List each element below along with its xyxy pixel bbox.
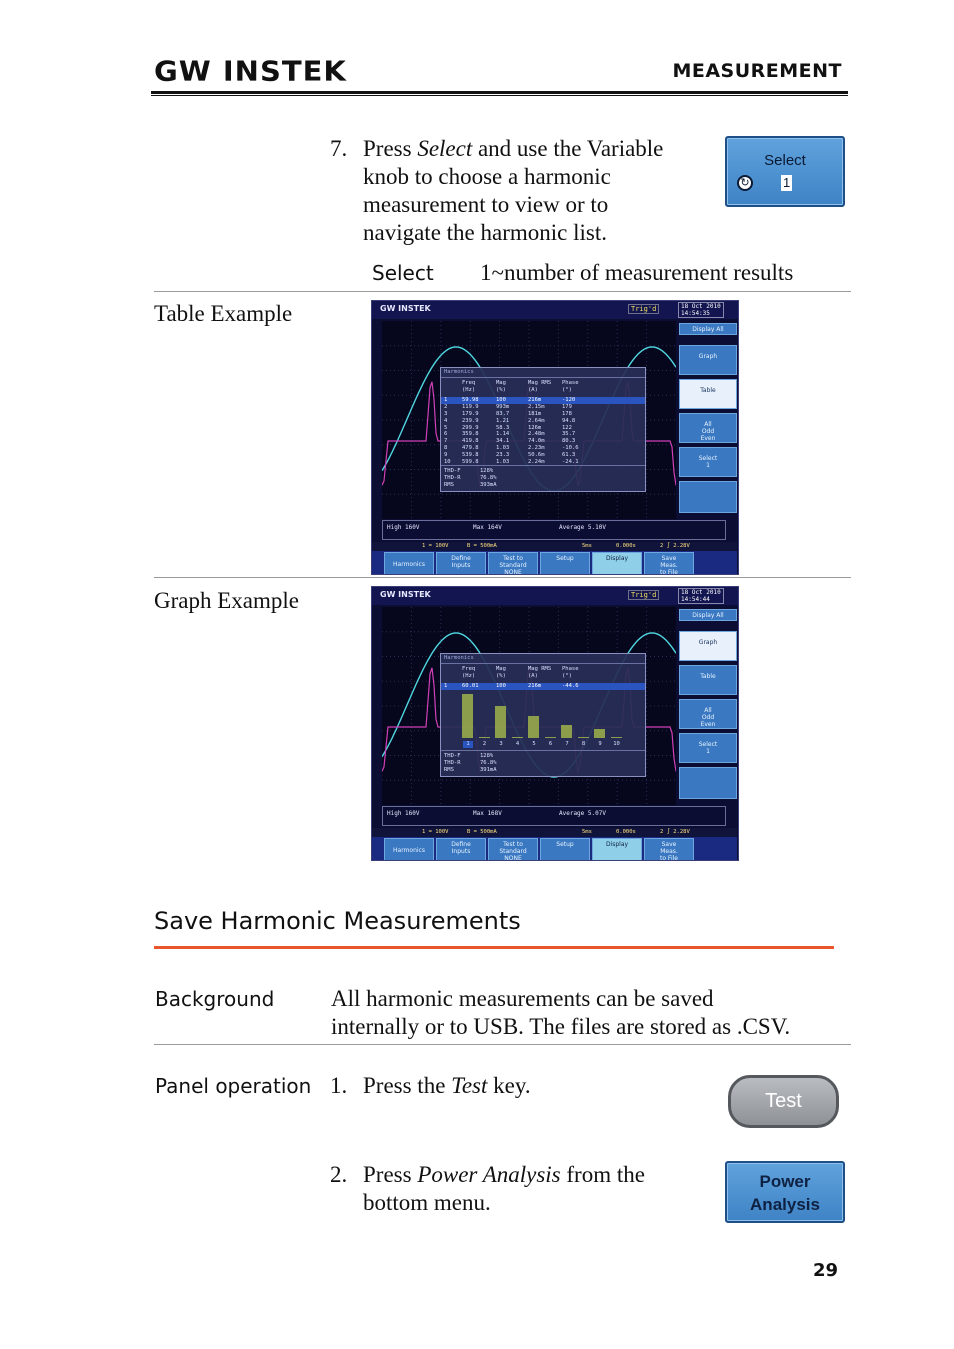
harmonic-cell: 1.03: [496, 458, 510, 465]
step-number: 7.: [330, 136, 348, 161]
harmonic-cell: 178: [562, 410, 572, 417]
background-text: [331, 985, 841, 1041]
harmonic-cell: 5: [444, 424, 448, 431]
step-number: 1.: [330, 1073, 348, 1098]
column-unit: (%): [496, 672, 506, 679]
thd-name: THD-R: [444, 759, 461, 766]
bottom-menu-button-line: Save: [661, 841, 677, 848]
status-item: 0.000s: [616, 543, 636, 549]
bottom-menu-button-line: NONE: [504, 855, 522, 861]
bottom-menu-button-line: Display: [605, 555, 629, 562]
status-bar: [372, 828, 737, 837]
thd-value: 391mA: [480, 766, 497, 773]
scope-plot: [382, 607, 676, 805]
harmonic-cell: 50.6m: [528, 451, 545, 458]
thd-row: [444, 753, 642, 760]
bottom-menu: [372, 551, 737, 575]
harmonic-cell: 58.3: [496, 424, 510, 431]
harmonic-cell: 59.98: [462, 397, 479, 404]
harmonic-cell: 479.8: [462, 444, 479, 451]
harmonic-row: [441, 445, 645, 452]
column-header: Mag: [496, 665, 506, 672]
harmonic-bar: [578, 737, 589, 738]
harmonic-cell: 299.9: [462, 424, 479, 431]
bottom-menu-button-line: Display: [605, 841, 629, 848]
column-unit: (Hz): [462, 386, 476, 393]
harmonic-row: [441, 452, 645, 459]
column-header: Mag: [496, 379, 506, 386]
variable-knob-icon: ↻: [737, 175, 753, 191]
side-menu-button-line: Table: [700, 673, 716, 680]
harmonic-row: [441, 425, 645, 432]
bottom-menu-button[interactable]: [488, 838, 538, 861]
harmonic-cell: 10: [444, 458, 451, 465]
measurement-value: Average 5.10V: [559, 524, 606, 531]
bottom-menu-button-line: Meas.: [660, 562, 678, 569]
harmonic-cell: 1.03: [496, 444, 510, 451]
step7-line4: navigate the harmonic list.: [363, 220, 607, 245]
scope-brand: GW INSTEK: [380, 304, 431, 313]
harmonic-bar: [462, 694, 473, 738]
column-unit: (%): [496, 386, 506, 393]
harmonic-cell: 2.64m: [528, 417, 545, 424]
harmonic-cell: 179.9: [462, 410, 479, 417]
harmonics-window-title: Harmonics: [441, 368, 645, 378]
harmonic-cell: 8: [444, 444, 448, 451]
harmonic-cell: 35.7: [562, 431, 576, 438]
side-menu-button[interactable]: [679, 665, 737, 695]
side-menu-button-line: 1: [706, 748, 710, 755]
thd-value: 393mA: [480, 481, 497, 488]
column-header: Phase: [562, 379, 579, 386]
thd-row: [444, 767, 642, 774]
harmonic-bar: [561, 725, 572, 738]
side-menu-button-line: Display All: [692, 612, 724, 619]
harmonic-cell: 6: [444, 431, 448, 438]
harmonic-cell: -10.6: [562, 444, 579, 451]
power-key-line2: Analysis: [750, 1195, 820, 1214]
step7-line2: knob to choose a harmonic: [363, 164, 611, 189]
side-menu-button-line: Select: [698, 741, 718, 748]
status-item: B = 500mA: [467, 829, 497, 835]
harmonic-bar: [528, 716, 539, 738]
harmonic-bar-label: 6: [548, 741, 553, 748]
bottom-menu-button-line: Test to: [503, 841, 523, 848]
thd-name: THD-F: [444, 468, 461, 475]
step7-text: [363, 135, 703, 247]
harmonic-bar: [495, 706, 506, 739]
divider: [154, 1044, 851, 1045]
status-item: 1 = 100V: [422, 543, 449, 549]
thd-value: 128%: [480, 468, 494, 475]
measurement-value: High 160V: [387, 810, 420, 817]
scope-date-day: 18 Oct 2010: [681, 589, 721, 596]
measurement-value: Average 5.07V: [559, 810, 606, 817]
side-menu-button[interactable]: [679, 767, 737, 799]
harmonic-cell: 179: [562, 404, 572, 411]
measurement-value: High 160V: [387, 524, 420, 531]
select-key[interactable]: [725, 136, 845, 207]
harmonics-header: [441, 378, 645, 387]
side-menu-button[interactable]: [679, 631, 737, 661]
thd-name: RMS: [444, 766, 454, 773]
harmonics-units: [441, 387, 645, 394]
harmonic-bar-label: 7: [565, 741, 569, 748]
side-menu-button[interactable]: [679, 609, 737, 621]
scope-date-time: 14:54:35: [681, 310, 710, 317]
column-header: Mag RMS: [528, 379, 552, 386]
scope-brand: GW INSTEK: [380, 590, 431, 599]
param-value: 1~number of measurement results: [480, 260, 794, 285]
column-unit: [444, 673, 462, 680]
section-header: MEASUREMENT: [672, 60, 842, 82]
column-header: Freq: [462, 379, 476, 386]
harmonic-bar-label: 2: [482, 741, 487, 748]
column-unit: (°): [562, 386, 572, 393]
harmonic-cell: 60.01: [462, 683, 479, 690]
harmonic-cell: 9: [444, 451, 448, 458]
side-menu-button-line: Odd: [701, 428, 715, 435]
step7-line1: Press Select and use the Variable: [363, 136, 664, 161]
harmonic-bar-label: 9: [598, 741, 602, 748]
status-item: 2 ∫ 2.28V: [660, 829, 690, 835]
measurement-bar: [382, 806, 726, 826]
harmonic-cell: 100: [496, 683, 506, 690]
column-unit: (A): [528, 386, 538, 393]
harmonic-bar-label: 3: [499, 741, 503, 748]
bottom-menu-button-line: Define: [451, 555, 471, 562]
harmonic-cell: 216m: [528, 397, 542, 404]
column-header: Freq: [462, 665, 476, 672]
harmonic-bar: [545, 737, 556, 738]
harmonic-bar: [611, 737, 622, 738]
status-item: 5ms: [582, 543, 592, 549]
harmonic-cell: 359.8: [462, 431, 479, 438]
status-item: B = 500mA: [467, 543, 497, 549]
bottom-menu-button[interactable]: [540, 838, 590, 861]
bottom-menu-button[interactable]: [436, 838, 486, 861]
side-menu-button[interactable]: [679, 323, 737, 335]
side-menu-button-line: Select: [698, 455, 718, 462]
thd-value: 128%: [480, 753, 494, 760]
column-unit: (°): [562, 672, 572, 679]
scope-date: [678, 588, 724, 604]
harmonic-cell: 181m: [528, 410, 542, 417]
status-item: 5ms: [582, 829, 592, 835]
harmonics-units: [441, 673, 645, 680]
bottom-menu-button[interactable]: [384, 552, 434, 575]
step7-line3: measurement to view or to: [363, 192, 609, 217]
header-rule: [151, 91, 848, 94]
harmonic-cell: 74.0m: [528, 438, 545, 445]
harmonics-window: [440, 367, 646, 492]
side-menu-button-line: Graph: [698, 639, 718, 646]
thd-name: THD-R: [444, 475, 461, 482]
header-rule-thin: [151, 95, 848, 96]
power-key-line1: Power: [759, 1172, 811, 1191]
bottom-menu-button[interactable]: [644, 552, 694, 575]
table-example-label: Table Example: [154, 301, 293, 326]
thd-row: [444, 475, 642, 482]
harmonic-cell: 83.7: [496, 410, 510, 417]
step2-line1: Press Power Analysis from the: [363, 1162, 645, 1187]
bottom-menu-button[interactable]: [488, 552, 538, 575]
column-unit: (A): [528, 672, 538, 679]
scope-plot: [382, 321, 676, 519]
side-menu-button-line: All: [704, 707, 712, 714]
graph-example-label: Graph Example: [154, 588, 299, 613]
harmonic-bar-label: 4: [515, 741, 520, 748]
harmonic-cell: 2.24m: [528, 458, 545, 465]
thd-value: 76.8%: [480, 475, 497, 482]
harmonic-row: [441, 397, 645, 404]
trigger-status: Trig'd: [628, 590, 659, 600]
thd-row: [444, 468, 642, 475]
harmonic-bar: [479, 737, 490, 738]
power-analysis-key[interactable]: [725, 1161, 845, 1223]
status-item: 0.000s: [616, 829, 636, 835]
side-menu-button[interactable]: [679, 345, 737, 375]
measurement-value: Max 164V: [473, 524, 502, 531]
page-number: 29: [813, 1260, 839, 1281]
harmonic-cell: 2.48m: [528, 431, 545, 438]
column-header: [444, 380, 462, 387]
harmonic-cell: 119.9: [462, 404, 479, 411]
harmonic-cell: 61.3: [562, 451, 576, 458]
select-key-label: Select: [764, 152, 806, 169]
bottom-menu-button-line: to File: [660, 855, 678, 861]
harmonic-row: [441, 683, 645, 690]
side-menu-button-line: Even: [700, 435, 716, 442]
graph-example-screenshot: [371, 586, 739, 861]
column-header: Phase: [562, 665, 579, 672]
side-menu-button[interactable]: [679, 447, 737, 477]
side-menu-button-line: 1: [706, 462, 710, 469]
step2-text: [363, 1161, 703, 1217]
scope-date-time: 14:54:44: [681, 596, 710, 603]
harmonic-row: [441, 438, 645, 445]
bottom-menu-button-line: Test to: [503, 555, 523, 562]
step1-text: Press the Test key.: [363, 1073, 531, 1098]
harmonic-bar: [594, 729, 605, 739]
measurement-bar: [382, 520, 726, 540]
thd-value: 76.8%: [480, 759, 497, 766]
harmonics-header: [441, 664, 645, 673]
step-number: 2.: [330, 1162, 348, 1187]
harmonic-cell: 539.8: [462, 451, 479, 458]
harmonic-cell: -120: [562, 397, 576, 404]
harmonic-row: [441, 431, 645, 438]
thd-summary: [441, 750, 645, 775]
harmonic-cell: 4: [444, 417, 448, 424]
harmonics-window-title: Harmonics: [441, 654, 645, 664]
side-menu-button-line: Odd: [701, 714, 715, 721]
section-title-rule: [154, 946, 834, 949]
column-unit: [444, 387, 462, 394]
background-line2: internally or to USB. The files are stored as .CSV.: [331, 1014, 791, 1039]
harmonic-cell: 1.21: [496, 417, 510, 424]
harmonic-row: [441, 411, 645, 418]
harmonic-cell: 2.23m: [528, 444, 545, 451]
side-menu-button[interactable]: [679, 733, 737, 763]
harmonic-cell: 2: [444, 404, 448, 411]
harmonic-cell: 7: [444, 438, 448, 445]
harmonic-bar-label: 1: [463, 741, 473, 748]
harmonic-row: [441, 459, 645, 466]
background-label: Background: [155, 987, 275, 1011]
divider: [154, 291, 851, 292]
measurement-value: Max 168V: [473, 810, 502, 817]
thd-row: [444, 482, 642, 489]
bottom-menu-button-line: Meas.: [660, 848, 678, 855]
side-menu-button-line: All: [704, 421, 712, 428]
select-key-value: 1: [783, 175, 791, 190]
side-menu-button-line: Even: [700, 721, 716, 728]
thd-name: RMS: [444, 481, 454, 488]
bottom-menu-button[interactable]: [384, 838, 434, 861]
bottom-menu-button-line: Define: [451, 841, 471, 848]
harmonic-cell: 1: [444, 397, 448, 404]
harmonic-bar: [512, 737, 523, 738]
bottom-menu-button[interactable]: [644, 838, 694, 861]
test-key[interactable]: Test: [728, 1075, 839, 1128]
bottom-menu-button-line: to File: [660, 569, 678, 575]
harmonic-cell: 419.8: [462, 438, 479, 445]
thd-summary: [441, 465, 645, 490]
param-name: Select: [372, 261, 434, 285]
bottom-menu-button[interactable]: [592, 838, 642, 861]
gw-instek-logo: GW INSTEK: [154, 54, 347, 88]
harmonic-cell: -44.6: [562, 683, 579, 690]
panel-operation-label: Panel operation: [155, 1074, 312, 1098]
side-menu-button-line: Table: [700, 387, 716, 394]
harmonic-cell: 216m: [528, 683, 542, 690]
bottom-menu-button-line: Standard: [499, 562, 527, 569]
scope-date: [678, 302, 724, 318]
harmonic-bar-chart: [444, 692, 642, 748]
harmonic-cell: 3: [444, 410, 448, 417]
scope-date-day: 18 Oct 2010: [681, 303, 721, 310]
section-title: Save Harmonic Measurements: [154, 907, 521, 935]
harmonic-bar-label: 5: [532, 741, 536, 748]
select-key-value-row: [727, 175, 843, 193]
harmonic-cell: 1: [444, 683, 448, 690]
bottom-menu-button[interactable]: [540, 552, 590, 575]
bottom-menu-button-line: NONE: [504, 569, 522, 575]
harmonic-cell: 23.3: [496, 451, 510, 458]
harmonic-cell: 993m: [496, 404, 510, 411]
bottom-menu-button-line: Save: [661, 555, 677, 562]
status-item: 1 = 100V: [422, 829, 449, 835]
bottom-menu: [372, 837, 737, 861]
bottom-menu-button-line: Harmonics: [393, 561, 425, 568]
harmonic-row: [441, 418, 645, 425]
column-unit: (Hz): [462, 672, 476, 679]
bottom-menu-button-line: Harmonics: [393, 847, 425, 854]
harmonic-row: [441, 404, 645, 411]
harmonic-bar-label: 8: [581, 741, 586, 748]
step2-line2: bottom menu.: [363, 1190, 491, 1215]
bottom-menu-button-line: Standard: [499, 848, 527, 855]
harmonic-cell: 34.1: [496, 438, 510, 445]
side-menu-button[interactable]: [679, 699, 737, 729]
side-menu-button-line: Graph: [698, 353, 718, 360]
bottom-menu-button[interactable]: [592, 552, 642, 575]
bottom-menu-button-line: Inputs: [451, 848, 471, 855]
bottom-menu-button-line: Setup: [556, 555, 574, 562]
bottom-menu-button-line: Inputs: [451, 562, 471, 569]
harmonic-cell: 126m: [528, 424, 542, 431]
column-header: [444, 666, 462, 673]
harmonic-bar-label: 10: [613, 741, 620, 748]
status-item: 2 ∫ 2.28V: [660, 543, 690, 549]
harmonic-cell: 80.3: [562, 438, 576, 445]
column-header: Mag RMS: [528, 665, 552, 672]
harmonic-cell: -24.1: [562, 458, 579, 465]
background-line1: All harmonic measurements can be saved: [331, 986, 714, 1011]
harmonic-cell: 94.8: [562, 417, 576, 424]
harmonic-cell: 122: [562, 424, 572, 431]
side-menu-button[interactable]: [679, 481, 737, 513]
harmonics-window: [440, 653, 646, 777]
harmonic-cell: 1.14: [496, 431, 510, 438]
divider: [154, 577, 851, 578]
thd-row: [444, 760, 642, 767]
bottom-menu-button-line: Setup: [556, 841, 574, 848]
side-menu-button-line: Display All: [692, 326, 724, 333]
side-menu-button[interactable]: [679, 413, 737, 443]
harmonic-cell: 599.8: [462, 458, 479, 465]
trigger-status: Trig'd: [628, 304, 659, 314]
status-bar: [372, 542, 737, 551]
side-menu-button[interactable]: [679, 379, 737, 409]
harmonic-cell: 2.15m: [528, 404, 545, 411]
harmonic-cell: 100: [496, 397, 506, 404]
harmonic-cell: 239.9: [462, 417, 479, 424]
thd-name: THD-F: [444, 753, 461, 760]
table-example-screenshot: [371, 300, 739, 575]
bottom-menu-button[interactable]: [436, 552, 486, 575]
